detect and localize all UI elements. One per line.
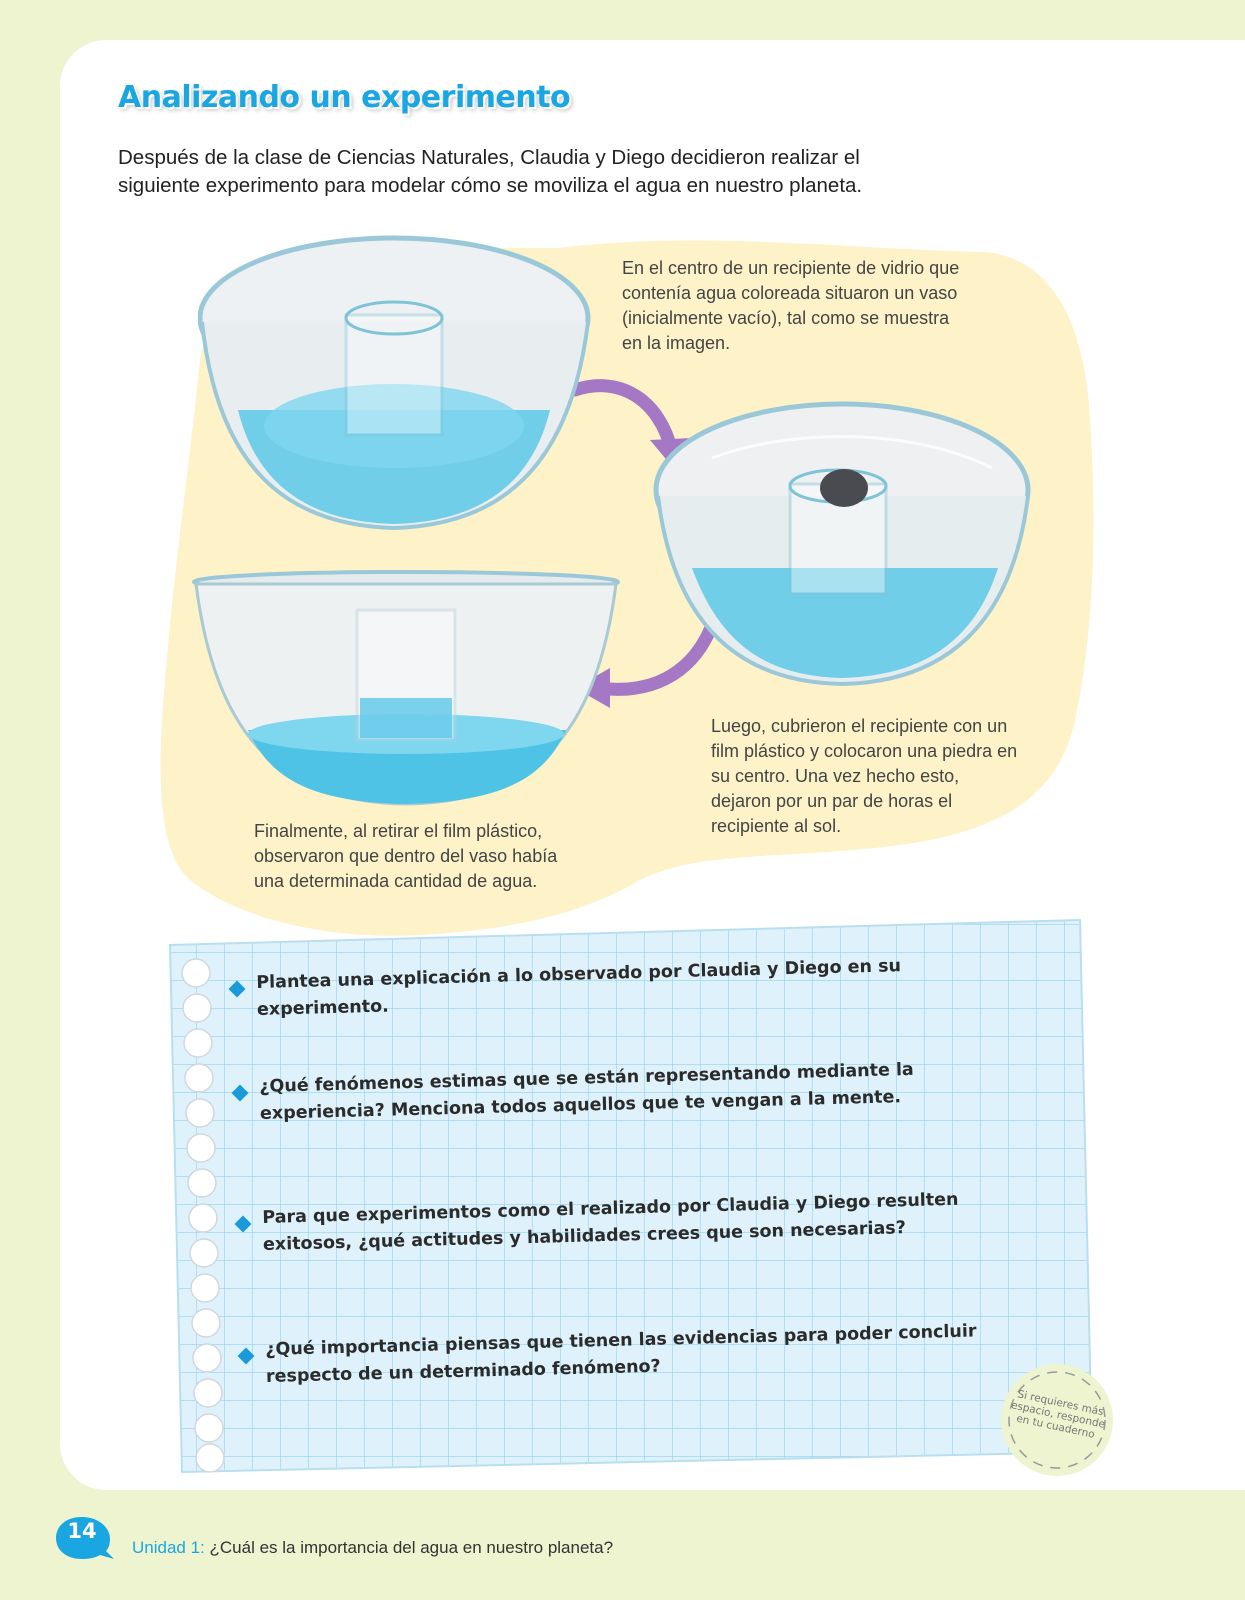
question-3: Para que experimentos como el realizado por Claudia y Diego resulten exitosos, ¿qué actitudes y habilidades crees que son necesarias? bbox=[262, 1189, 959, 1255]
question-2: ¿Qué fenómenos estimas que se están representando mediante la experiencia? Menciona todos aquellos que te vengan a la mente. bbox=[259, 1059, 915, 1124]
intro-paragraph: Después de la clase de Ciencias Naturales, Claudia y Diego decidieron realizar el siguiente experimento para modelar cómo se moviliza el agua en nuestro planeta. bbox=[118, 146, 863, 197]
caption-step-2: Luego, cubrieron el recipiente con un film plástico y colocaron una piedra en su centro. Una vez hecho esto, dejaron por un par de horas el recipiente al sol. bbox=[711, 716, 1018, 836]
footer-unit bbox=[132, 1538, 613, 1558]
question-1: Plantea una explicación a lo observado por Claudia y Diego en su experimento. bbox=[256, 956, 902, 1020]
footer-unit-question: ¿Cuál es la importancia del agua en nuestro planeta? bbox=[209, 1538, 614, 1557]
footer-unit-label: Unidad 1: bbox=[132, 1538, 205, 1557]
page-number: 14 bbox=[67, 1519, 97, 1543]
notebook-stamp-text: Si requieres más espacio, responde en tu cuaderno bbox=[1009, 1388, 1107, 1441]
question-4: ¿Qué importancia piensas que tienen las evidencias para poder concluir respecto de un determinado fenómeno? bbox=[265, 1321, 977, 1387]
caption-step-3: Finalmente, al retirar el film plástico, observaron que dentro del vaso había una determinada cantidad de agua. bbox=[254, 821, 558, 891]
page-title: Analizando un experimento bbox=[118, 80, 571, 115]
caption-step-1: En el centro de un recipiente de vidrio que contenía agua coloreada situaron un vaso (inicialmente vacío), tal como se muestra en la imagen. bbox=[622, 258, 960, 353]
